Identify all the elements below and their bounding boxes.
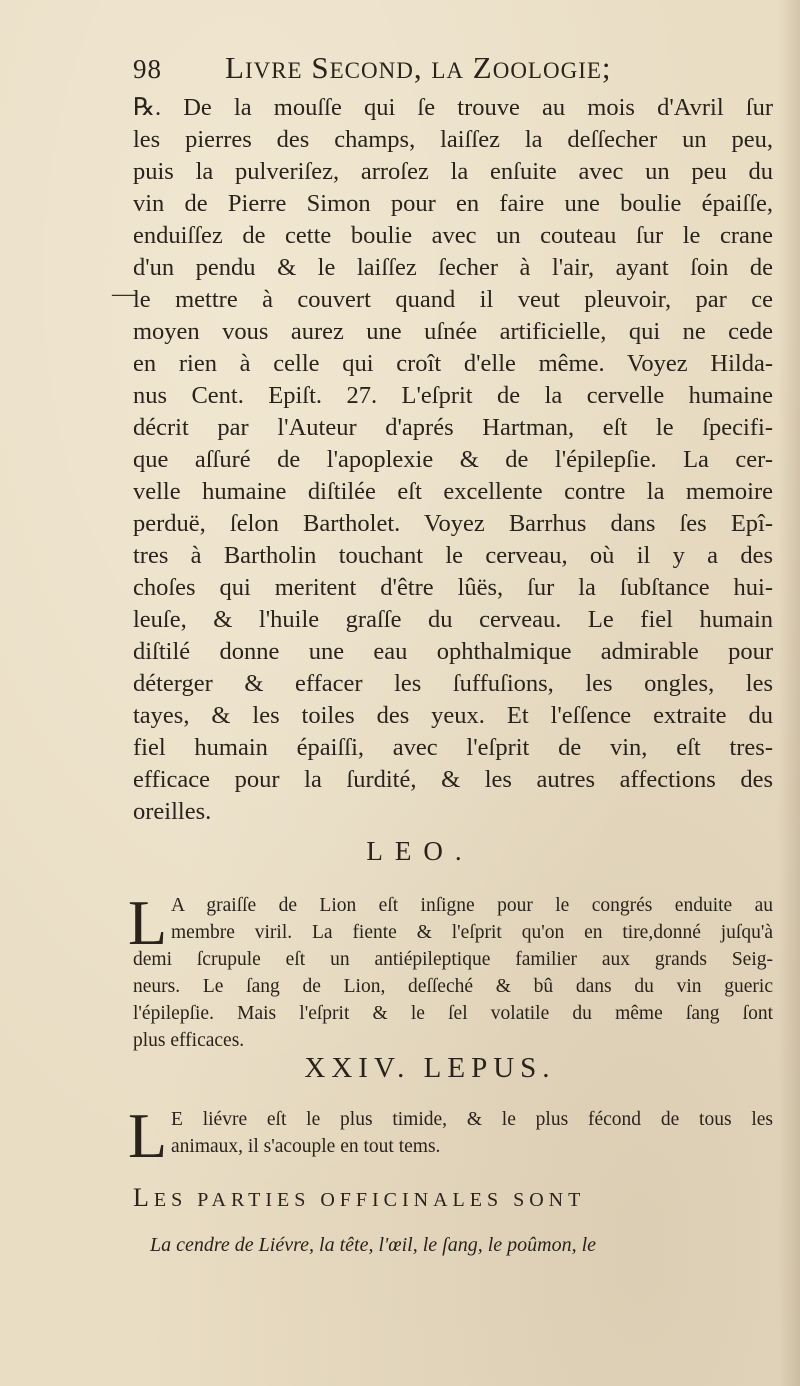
text-line: choſes qui meritent d'être lûës, ſur la ſubſtance hui- (133, 574, 773, 601)
text-line: leuſe, & l'huile graſſe du cerveau. Le fiel humain (133, 606, 773, 633)
text-line: le mettre à couvert quand il veut pleuvoir, par ce (133, 286, 773, 313)
main-paragraph (133, 92, 773, 828)
running-header (133, 50, 783, 90)
header-second-rest: ECOND (329, 58, 414, 83)
text-line: en rien à celle qui croît d'elle même. Voyez Hilda- (133, 350, 773, 377)
text-line: d'un pendu & le laiſſez ſecher à l'air, ayant ſoin de (133, 254, 773, 281)
page-edge-shadow (778, 0, 800, 1386)
text-line: A graiſſe de Lion eſt inſigne pour le congrés enduite au (171, 895, 773, 916)
text-line: perduë, ſelon Bartholet. Voyez Barrhus dans ſes Epî- (133, 510, 773, 537)
text-line: vin de Pierre Simon pour en faire une boulie épaiſſe, (133, 190, 773, 217)
text-line: enduiſſez de cette boulie avec un couteau ſur le crane (133, 222, 773, 249)
header-second-initial: S (311, 50, 330, 85)
header-semicolon: ; (601, 50, 612, 85)
section-heading-leo: LEO. (366, 836, 474, 866)
text-line: efficace pour la ſurdité, & les autres affections des (133, 766, 773, 793)
margin-dash: — (112, 281, 136, 307)
text-line: décrit par l'Auteur d'aprés Hartman, eſt le ſpecifi- (133, 414, 773, 441)
text-line: déterger & effacer les ſuffuſions, les ongles, les (133, 670, 773, 697)
header-comma: , (413, 50, 423, 85)
text-line: ℞. De la mouſſe qui ſe trouve au mois d'Avril ſur (133, 94, 773, 121)
section-heading-lepus: XXIV. LEPUS. (304, 1052, 556, 1084)
text-line: animaux, il s'acouple en tout tems. (171, 1136, 441, 1157)
text-line: que aſſuré de l'apoplexie & de l'épilepſie. La cer- (133, 446, 773, 473)
text-line: moyen vous aurez une uſnée artificielle, qui ne cede (133, 318, 773, 345)
subsection-title (133, 1183, 733, 1213)
text-line: tres à Bartholin touchant le cerveau, où il y a des (133, 542, 773, 569)
text-line: neurs. Le ſang de Lion, deſſeché & bû dans du vin gueric (133, 976, 773, 997)
text-line: fiel humain épaiſſi, avec l'eſprit de vin, eſt tres- (133, 734, 773, 761)
text-line: l'épilepſie. Mais l'eſprit & le ſel volatile du même ſang ſont (133, 1003, 773, 1024)
drop-cap-lepus: L (128, 1100, 168, 1171)
leo-paragraph (133, 892, 773, 1054)
text-line: E liévre eſt le plus timide, & le plus fécond de tous les (171, 1109, 773, 1130)
text-line: nus Cent. Epiſt. 27. L'eſprit de la cervelle humaine (133, 382, 773, 409)
text-line: tayes, & les toiles des yeux. Et l'eſſence extraite du (133, 702, 773, 729)
text-line: demi ſcrupule eſt un antiépileptique familier aux grands Seig- (133, 949, 773, 970)
subsection-title-rest: ES PARTIES OFFICINALES SONT (153, 1189, 586, 1211)
lepus-paragraph (133, 1106, 773, 1160)
text-line: oreilles. (133, 798, 212, 825)
text-line: les pierres des champs, laiſſez la deſſecher un peu, (133, 126, 773, 153)
header-book-rest: IVRE (244, 58, 303, 83)
text-line: puis la pulveriſez, arroſez la enſuite avec un peu du (133, 158, 773, 185)
subsection-title-initial: L (133, 1183, 154, 1212)
text-line: diſtilé donne une eau ophthalmique admirable pour (133, 638, 773, 665)
text-line: velle humaine diſtilée eſt excellente contre la memoire (133, 478, 773, 505)
drop-cap-leo: L (128, 887, 168, 958)
page-number: 98 (133, 54, 162, 84)
header-la: LA (431, 58, 465, 83)
closing-text-line: La cendre de Liévre, la tête, l'œil, le ſang, le poûmon, le (150, 1234, 597, 1256)
text-line: plus efficaces. (133, 1030, 245, 1051)
header-zoo-rest: OOLOGIE (492, 58, 602, 83)
text-line: membre viril. La fiente & l'eſprit qu'on en tire,donné juſqu'à (171, 922, 773, 943)
header-zoo-initial: Z (472, 50, 493, 85)
header-book-initial: L (225, 50, 245, 85)
